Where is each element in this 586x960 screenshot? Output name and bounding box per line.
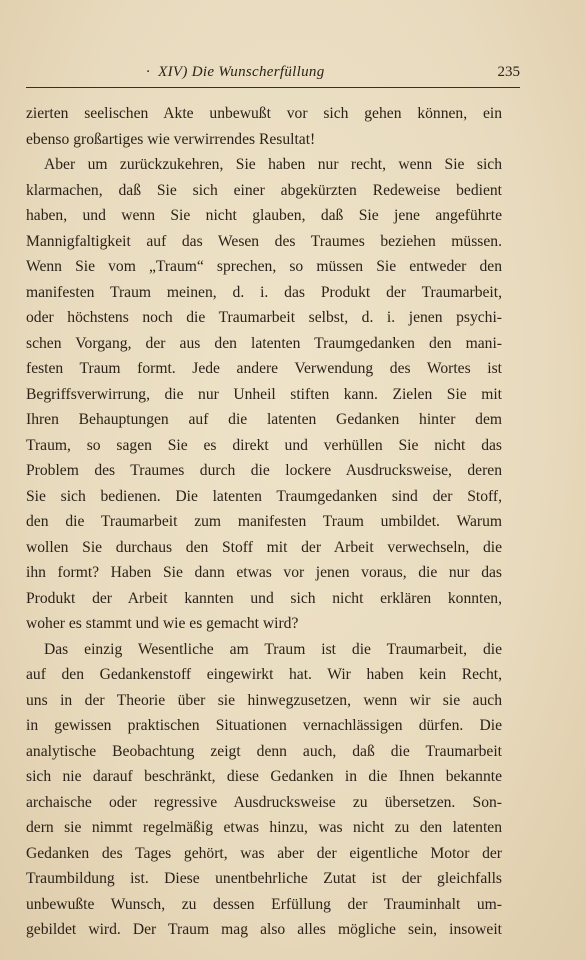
text-line: ebenso großartiges wie verwirrendes Resultat! [26,130,316,148]
text-line: gebildet wird. Der Traum mag also alles mögliche sein, insoweit [26,921,502,938]
text-line: archaische oder regressive Ausdrucksweise zu übersetzen. Son- [26,793,502,811]
text-line: Begriffsverwirrung, die nur Unheil stiften kann. Zielen Sie mit [26,385,502,403]
text-line: Produkt der Arbeit kannten und sich nicht erklären konnten, [26,589,502,607]
text-line: unbewußte Wunsch, zu dessen Erfüllung der Trauminhalt um- [26,895,502,913]
text-line: Das einzig Wesentliche am Traum ist die Traumarbeit, die [44,640,502,658]
chapter-title: XIV) Die Wunscherfüllung [158,64,325,80]
text-line: Gedanken des Tages gehört, was aber der eigentliche Motor der [26,844,502,862]
text-line: analytische Beobachtung zeigt denn auch, daß die Traumarbeit [26,742,502,760]
running-title [146,64,325,81]
text-line: Traum, so sagen Sie es direkt und verhüllen Sie nicht das [26,436,502,454]
text-line: auf den Gedankenstoff eingewirkt hat. Wir haben kein Recht, [26,666,502,683]
text-line: wollen Sie durchaus den Stoff mit der Arbeit verwechseln, die [26,538,502,556]
text-line: Ihren Behauptungen auf die latenten Gedanken hinter dem [26,411,502,428]
text-line: klarmachen, daß Sie sich einer abgekürzten Redeweise bedient [26,181,502,199]
text-line: woher es stammt und wie es gemacht wird? [26,615,299,632]
body-text [26,101,502,943]
text-line: Traumbildung ist. Diese unentbehrliche Zutat ist der gleichfalls [26,870,502,887]
header-bullet: · [146,64,151,80]
text-line: haben, und wenn Sie nicht glauben, daß Sie jene angeführte [26,207,502,224]
text-line: zierten seelischen Akte unbewußt vor sich gehen können, ein [26,105,502,122]
text-line: dern sie nimmt regelmäßig etwas hinzu, was nicht zu den latenten [26,819,502,836]
text-line: festen Traum formt. Jede andere Verwendung des Wortes ist [26,360,502,377]
text-line: in gewissen praktischen Situationen vernachlässigen dürfen. Die [26,717,502,734]
header-rule [26,87,520,88]
text-line: Sie sich bedienen. Die latenten Traumgedanken sind der Stoff, [26,487,502,505]
page-number: 235 [497,64,520,80]
text-line: schen Vorgang, der aus den latenten Traumgedanken den mani- [26,334,502,352]
text-line: uns in der Theorie über sie hinwegzusetzen, wenn wir sie auch [26,691,502,709]
text-line: Problem des Traumes durch die lockere Ausdrucksweise, deren [26,462,502,479]
text-line: Wenn Sie vom „Traum“ sprechen, so müssen Sie entweder den [26,258,502,275]
text-line: ihn formt? Haben Sie dann etwas vor jenen voraus, die nur das [26,564,502,581]
text-line: oder höchstens noch die Traumarbeit selbst, d. i. jenen psychi- [26,309,502,326]
text-line: sich nie darauf beschränkt, diese Gedanken in die Ihnen bekannte [26,768,502,785]
text-line: manifesten Traum meinen, d. i. das Produkt der Traumarbeit, [26,283,502,301]
text-line: Aber um zurückzukehren, Sie haben nur recht, wenn Sie sich [44,156,502,173]
text-line: den die Traumarbeit zum manifesten Traum umbildet. Warum [26,513,502,530]
text-line: Mannigfaltigkeit auf das Wesen des Traumes beziehen müssen. [26,232,502,250]
page-header [26,58,520,88]
